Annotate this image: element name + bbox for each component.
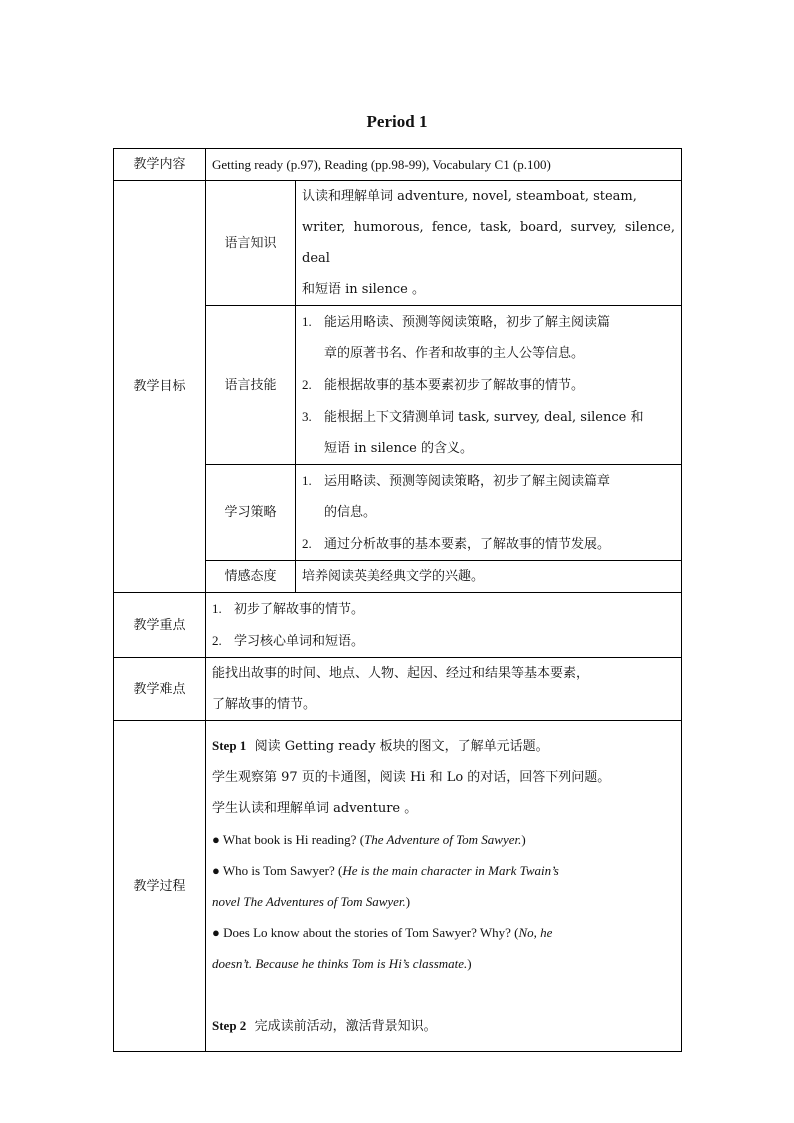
list-item-cont: 的信息。 [324,505,377,520]
question-2-cont: novel The Adventures of Tom Sawyer.) [212,894,411,909]
label-language-skills: 语言技能 [206,306,296,465]
list-item: 2. 通过分析故事的基本要素，了解故事的情节发展。 [302,536,611,552]
question-3-cont: doesn’t. Because he thinks Tom is Hi’s classmate.) [212,956,472,971]
language-knowledge-line-1: 认读和理解单词 adventure, novel, steamboat, steam, [302,189,637,204]
list-item: 2. 学习核心单词和短语。 [212,633,365,649]
row-difficulties [114,658,682,721]
key-points-list [206,593,682,658]
row-key-points [114,593,682,658]
language-knowledge-line-2: writer, humorous, fence, task, board, survey, silence, deal [302,220,676,266]
label-teaching-objectives: 教学目标 [114,181,206,593]
language-skills-list [296,306,682,465]
teaching-content-value: Getting ready (p.97), Reading (pp.98-99), Vocabulary C1 (p.100) [206,149,682,181]
label-learning-strategies: 学习策略 [206,465,296,561]
step-2-heading: Step 2 完成读前活动，激活背景知识。 [212,1018,437,1034]
list-item: 1. 运用略读、预测等阅读策略，初步了解主阅读篇章 [302,473,611,489]
emotional-attitude-text: 培养阅读英美经典文学的兴趣。 [296,561,682,593]
question-3: ● Does Lo know about the stories of Tom Sawyer? Why? (No, he [212,925,553,940]
list-item: 1. 初步了解故事的情节。 [212,601,365,617]
list-item-cont: 短语 in silence 的含义。 [324,441,473,456]
row-teaching-content [114,149,682,181]
teaching-process-content [206,721,682,1052]
question-2: ● Who is Tom Sawyer? (He is the main character in Mark Twain’s [212,863,559,878]
spacer [212,979,675,1010]
list-item: 3. 能根据上下文猜测单词 task, survey, deal, silence 和 [302,409,644,425]
page-title: Period 1 [366,112,428,131]
label-teaching-content: 教学内容 [114,149,206,181]
difficulties-line-2: 了解故事的情节。 [212,697,317,712]
step-1-line-3: 学生认读和理解单词 adventure 。 [212,801,418,816]
label-key-points: 教学重点 [114,593,206,658]
list-item-cont: 章的原著书名、作者和故事的主人公等信息。 [324,346,585,361]
label-language-knowledge: 语言知识 [206,181,296,306]
language-knowledge-text [296,181,682,306]
language-knowledge-line-3: 和短语 in silence 。 [302,282,425,297]
lesson-plan-table [113,148,682,1052]
learning-strategies-list [296,465,682,561]
step-1-heading: Step 1 阅读 Getting ready 板块的图文，了解单元话题。 [212,738,549,754]
row-process [114,721,682,1052]
difficulties-text [206,658,682,721]
step-1-line-2: 学生观察第 97 页的卡通图，阅读 Hi 和 Lo 的对话，回答下列问题。 [212,770,611,785]
question-1: ● What book is Hi reading? (The Adventure of Tom Sawyer.) [212,832,526,847]
list-item: 1. 能运用略读、预测等阅读策略，初步了解主阅读篇 [302,314,611,330]
label-teaching-process: 教学过程 [114,721,206,1052]
label-difficulties: 教学难点 [114,658,206,721]
list-item: 2. 能根据故事的基本要素初步了解故事的情节。 [302,377,585,393]
label-emotional-attitude: 情感态度 [206,561,296,593]
difficulties-line-1: 能找出故事的时间、地点、人物、起因、经过和结果等基本要素， [212,666,590,681]
row-objectives-knowledge [114,181,682,306]
